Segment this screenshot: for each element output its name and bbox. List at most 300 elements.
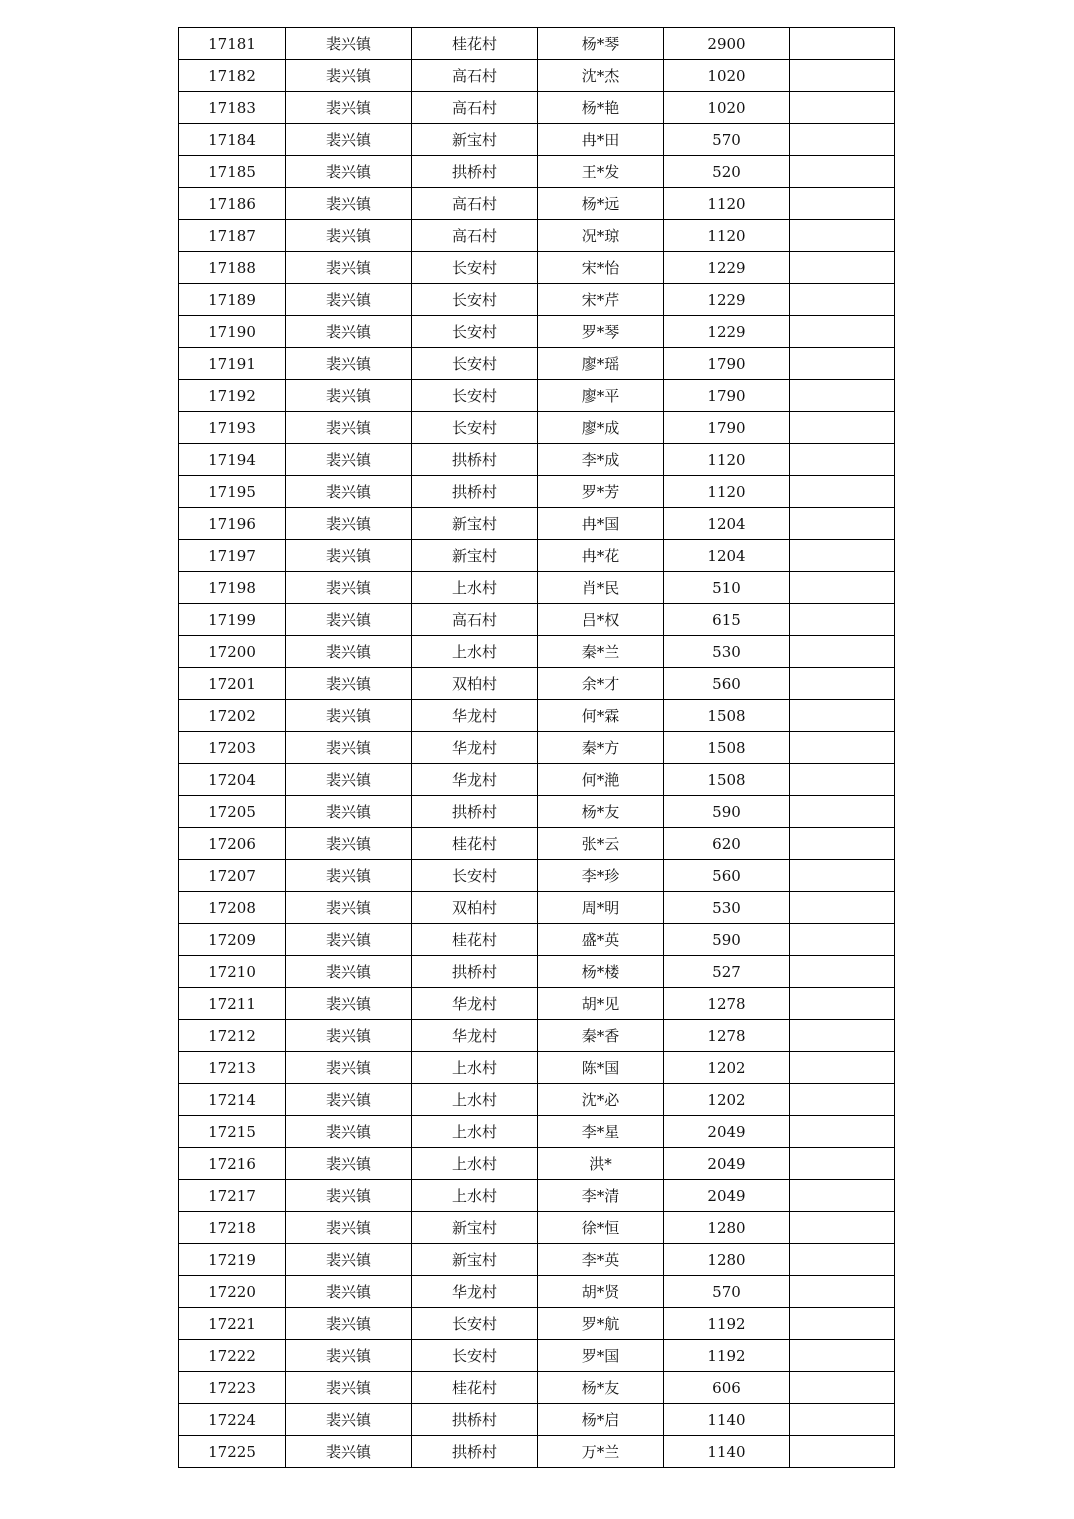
amount-cell: 527 (664, 956, 790, 988)
serial-number-cell: 17224 (179, 1404, 286, 1436)
table-row (179, 1436, 895, 1468)
serial-number-cell: 17190 (179, 316, 286, 348)
person-name-cell: 肖*民 (538, 572, 664, 604)
town-cell: 裴兴镇 (286, 412, 412, 444)
town-cell: 裴兴镇 (286, 860, 412, 892)
town-cell: 裴兴镇 (286, 252, 412, 284)
village-cell: 桂花村 (412, 1372, 538, 1404)
amount-cell: 1020 (664, 92, 790, 124)
table-row (179, 700, 895, 732)
serial-number-cell: 17203 (179, 732, 286, 764)
table-body (179, 28, 895, 1468)
note-cell (790, 1020, 895, 1052)
note-cell (790, 220, 895, 252)
village-cell: 拱桥村 (412, 956, 538, 988)
serial-number-cell: 17188 (179, 252, 286, 284)
note-cell (790, 796, 895, 828)
note-cell (790, 380, 895, 412)
person-name-cell: 张*云 (538, 828, 664, 860)
serial-number-cell: 17207 (179, 860, 286, 892)
town-cell: 裴兴镇 (286, 732, 412, 764)
amount-cell: 530 (664, 636, 790, 668)
note-cell (790, 668, 895, 700)
amount-cell: 1140 (664, 1436, 790, 1468)
person-name-cell: 秦*方 (538, 732, 664, 764)
table-row (179, 988, 895, 1020)
table-row (179, 956, 895, 988)
village-cell: 桂花村 (412, 28, 538, 60)
note-cell (790, 252, 895, 284)
note-cell (790, 604, 895, 636)
amount-cell: 1140 (664, 1404, 790, 1436)
amount-cell: 1229 (664, 316, 790, 348)
amount-cell: 1120 (664, 220, 790, 252)
person-name-cell: 李*珍 (538, 860, 664, 892)
note-cell (790, 1276, 895, 1308)
amount-cell: 1120 (664, 476, 790, 508)
amount-cell: 1790 (664, 412, 790, 444)
table-row (179, 476, 895, 508)
town-cell: 裴兴镇 (286, 92, 412, 124)
town-cell: 裴兴镇 (286, 1404, 412, 1436)
note-cell (790, 1308, 895, 1340)
town-cell: 裴兴镇 (286, 1276, 412, 1308)
amount-cell: 2900 (664, 28, 790, 60)
village-cell: 长安村 (412, 1308, 538, 1340)
person-name-cell: 万*兰 (538, 1436, 664, 1468)
person-name-cell: 李*英 (538, 1244, 664, 1276)
table-row (179, 252, 895, 284)
village-cell: 拱桥村 (412, 444, 538, 476)
note-cell (790, 1372, 895, 1404)
serial-number-cell: 17183 (179, 92, 286, 124)
village-cell: 华龙村 (412, 1020, 538, 1052)
town-cell: 裴兴镇 (286, 1084, 412, 1116)
note-cell (790, 1084, 895, 1116)
note-cell (790, 636, 895, 668)
serial-number-cell: 17196 (179, 508, 286, 540)
town-cell: 裴兴镇 (286, 540, 412, 572)
note-cell (790, 700, 895, 732)
amount-cell: 1280 (664, 1212, 790, 1244)
amount-cell: 2049 (664, 1116, 790, 1148)
person-name-cell: 杨*琴 (538, 28, 664, 60)
serial-number-cell: 17220 (179, 1276, 286, 1308)
village-cell: 拱桥村 (412, 156, 538, 188)
note-cell (790, 956, 895, 988)
table-row (179, 1020, 895, 1052)
note-cell (790, 92, 895, 124)
serial-number-cell: 17214 (179, 1084, 286, 1116)
village-cell: 华龙村 (412, 732, 538, 764)
amount-cell: 1790 (664, 380, 790, 412)
village-cell: 长安村 (412, 1340, 538, 1372)
serial-number-cell: 17191 (179, 348, 286, 380)
village-cell: 长安村 (412, 380, 538, 412)
town-cell: 裴兴镇 (286, 508, 412, 540)
amount-cell: 2049 (664, 1148, 790, 1180)
note-cell (790, 1436, 895, 1468)
village-cell: 长安村 (412, 316, 538, 348)
town-cell: 裴兴镇 (286, 476, 412, 508)
person-name-cell: 沈*杰 (538, 60, 664, 92)
table-row (179, 604, 895, 636)
person-name-cell: 宋*怡 (538, 252, 664, 284)
amount-cell: 570 (664, 1276, 790, 1308)
table-row (179, 1372, 895, 1404)
table-row (179, 1276, 895, 1308)
village-cell: 长安村 (412, 412, 538, 444)
town-cell: 裴兴镇 (286, 700, 412, 732)
village-cell: 双柏村 (412, 668, 538, 700)
amount-cell: 620 (664, 828, 790, 860)
note-cell (790, 1404, 895, 1436)
note-cell (790, 412, 895, 444)
serial-number-cell: 17215 (179, 1116, 286, 1148)
village-cell: 桂花村 (412, 924, 538, 956)
note-cell (790, 540, 895, 572)
document-page (178, 27, 894, 1468)
amount-cell: 1508 (664, 700, 790, 732)
serial-number-cell: 17201 (179, 668, 286, 700)
note-cell (790, 860, 895, 892)
table-row (179, 764, 895, 796)
town-cell: 裴兴镇 (286, 636, 412, 668)
note-cell (790, 1244, 895, 1276)
village-cell: 高石村 (412, 220, 538, 252)
town-cell: 裴兴镇 (286, 1212, 412, 1244)
serial-number-cell: 17211 (179, 988, 286, 1020)
person-name-cell: 况*琼 (538, 220, 664, 252)
amount-cell: 2049 (664, 1180, 790, 1212)
amount-cell: 1508 (664, 732, 790, 764)
amount-cell: 1229 (664, 284, 790, 316)
amount-cell: 560 (664, 668, 790, 700)
table-row (179, 444, 895, 476)
amount-cell: 1192 (664, 1340, 790, 1372)
table-row (179, 924, 895, 956)
note-cell (790, 572, 895, 604)
serial-number-cell: 17187 (179, 220, 286, 252)
amount-cell: 1192 (664, 1308, 790, 1340)
village-cell: 新宝村 (412, 1244, 538, 1276)
table-row (179, 156, 895, 188)
town-cell: 裴兴镇 (286, 956, 412, 988)
town-cell: 裴兴镇 (286, 1436, 412, 1468)
person-name-cell: 秦*香 (538, 1020, 664, 1052)
person-name-cell: 冉*花 (538, 540, 664, 572)
town-cell: 裴兴镇 (286, 220, 412, 252)
subsidy-table (178, 27, 895, 1468)
village-cell: 长安村 (412, 860, 538, 892)
serial-number-cell: 17208 (179, 892, 286, 924)
amount-cell: 615 (664, 604, 790, 636)
serial-number-cell: 17221 (179, 1308, 286, 1340)
serial-number-cell: 17204 (179, 764, 286, 796)
serial-number-cell: 17192 (179, 380, 286, 412)
amount-cell: 570 (664, 124, 790, 156)
village-cell: 拱桥村 (412, 1436, 538, 1468)
person-name-cell: 杨*楼 (538, 956, 664, 988)
village-cell: 拱桥村 (412, 476, 538, 508)
village-cell: 拱桥村 (412, 796, 538, 828)
village-cell: 上水村 (412, 1052, 538, 1084)
person-name-cell: 廖*平 (538, 380, 664, 412)
town-cell: 裴兴镇 (286, 188, 412, 220)
table-row (179, 380, 895, 412)
serial-number-cell: 17223 (179, 1372, 286, 1404)
village-cell: 上水村 (412, 636, 538, 668)
serial-number-cell: 17181 (179, 28, 286, 60)
note-cell (790, 156, 895, 188)
person-name-cell: 何*滟 (538, 764, 664, 796)
table-row (179, 188, 895, 220)
person-name-cell: 廖*瑶 (538, 348, 664, 380)
town-cell: 裴兴镇 (286, 1340, 412, 1372)
note-cell (790, 732, 895, 764)
table-row (179, 860, 895, 892)
town-cell: 裴兴镇 (286, 1116, 412, 1148)
serial-number-cell: 17219 (179, 1244, 286, 1276)
town-cell: 裴兴镇 (286, 444, 412, 476)
note-cell (790, 1052, 895, 1084)
amount-cell: 590 (664, 924, 790, 956)
serial-number-cell: 17212 (179, 1020, 286, 1052)
person-name-cell: 李*星 (538, 1116, 664, 1148)
table-row (179, 124, 895, 156)
note-cell (790, 1116, 895, 1148)
village-cell: 高石村 (412, 188, 538, 220)
serial-number-cell: 17182 (179, 60, 286, 92)
person-name-cell: 罗*琴 (538, 316, 664, 348)
village-cell: 高石村 (412, 60, 538, 92)
note-cell (790, 892, 895, 924)
person-name-cell: 罗*芳 (538, 476, 664, 508)
village-cell: 新宝村 (412, 508, 538, 540)
person-name-cell: 罗*国 (538, 1340, 664, 1372)
village-cell: 华龙村 (412, 764, 538, 796)
note-cell (790, 316, 895, 348)
note-cell (790, 508, 895, 540)
person-name-cell: 洪* (538, 1148, 664, 1180)
town-cell: 裴兴镇 (286, 796, 412, 828)
table-row (179, 828, 895, 860)
town-cell: 裴兴镇 (286, 124, 412, 156)
note-cell (790, 1212, 895, 1244)
village-cell: 高石村 (412, 92, 538, 124)
amount-cell: 590 (664, 796, 790, 828)
village-cell: 华龙村 (412, 700, 538, 732)
town-cell: 裴兴镇 (286, 1020, 412, 1052)
serial-number-cell: 17199 (179, 604, 286, 636)
town-cell: 裴兴镇 (286, 284, 412, 316)
village-cell: 上水村 (412, 1084, 538, 1116)
note-cell (790, 284, 895, 316)
table-row (179, 892, 895, 924)
town-cell: 裴兴镇 (286, 604, 412, 636)
person-name-cell: 冉*国 (538, 508, 664, 540)
table-row (179, 1052, 895, 1084)
serial-number-cell: 17202 (179, 700, 286, 732)
town-cell: 裴兴镇 (286, 764, 412, 796)
amount-cell: 1120 (664, 188, 790, 220)
note-cell (790, 1148, 895, 1180)
serial-number-cell: 17186 (179, 188, 286, 220)
town-cell: 裴兴镇 (286, 156, 412, 188)
town-cell: 裴兴镇 (286, 348, 412, 380)
amount-cell: 1204 (664, 540, 790, 572)
amount-cell: 1280 (664, 1244, 790, 1276)
village-cell: 新宝村 (412, 1212, 538, 1244)
serial-number-cell: 17194 (179, 444, 286, 476)
town-cell: 裴兴镇 (286, 28, 412, 60)
village-cell: 长安村 (412, 252, 538, 284)
serial-number-cell: 17217 (179, 1180, 286, 1212)
note-cell (790, 988, 895, 1020)
amount-cell: 1229 (664, 252, 790, 284)
serial-number-cell: 17184 (179, 124, 286, 156)
table-row (179, 1084, 895, 1116)
table-row (179, 636, 895, 668)
person-name-cell: 王*发 (538, 156, 664, 188)
person-name-cell: 杨*远 (538, 188, 664, 220)
person-name-cell: 何*霖 (538, 700, 664, 732)
person-name-cell: 杨*启 (538, 1404, 664, 1436)
amount-cell: 560 (664, 860, 790, 892)
table-row (179, 220, 895, 252)
person-name-cell: 胡*贤 (538, 1276, 664, 1308)
village-cell: 拱桥村 (412, 1404, 538, 1436)
note-cell (790, 1180, 895, 1212)
serial-number-cell: 17218 (179, 1212, 286, 1244)
town-cell: 裴兴镇 (286, 572, 412, 604)
table-row (179, 1244, 895, 1276)
table-row (179, 1180, 895, 1212)
table-row (179, 284, 895, 316)
serial-number-cell: 17198 (179, 572, 286, 604)
table-row (179, 572, 895, 604)
note-cell (790, 28, 895, 60)
amount-cell: 510 (664, 572, 790, 604)
town-cell: 裴兴镇 (286, 1372, 412, 1404)
amount-cell: 1202 (664, 1084, 790, 1116)
town-cell: 裴兴镇 (286, 1052, 412, 1084)
table-row (179, 540, 895, 572)
serial-number-cell: 17200 (179, 636, 286, 668)
person-name-cell: 杨*友 (538, 1372, 664, 1404)
table-row (179, 1340, 895, 1372)
table-row (179, 92, 895, 124)
town-cell: 裴兴镇 (286, 316, 412, 348)
serial-number-cell: 17195 (179, 476, 286, 508)
amount-cell: 1278 (664, 988, 790, 1020)
town-cell: 裴兴镇 (286, 988, 412, 1020)
table-row (179, 508, 895, 540)
table-row (179, 1404, 895, 1436)
table-row (179, 60, 895, 92)
town-cell: 裴兴镇 (286, 1180, 412, 1212)
serial-number-cell: 17193 (179, 412, 286, 444)
village-cell: 长安村 (412, 348, 538, 380)
note-cell (790, 188, 895, 220)
serial-number-cell: 17222 (179, 1340, 286, 1372)
town-cell: 裴兴镇 (286, 828, 412, 860)
table-row (179, 668, 895, 700)
note-cell (790, 476, 895, 508)
person-name-cell: 杨*友 (538, 796, 664, 828)
person-name-cell: 盛*英 (538, 924, 664, 956)
village-cell: 双柏村 (412, 892, 538, 924)
village-cell: 高石村 (412, 604, 538, 636)
table-row (179, 732, 895, 764)
town-cell: 裴兴镇 (286, 1244, 412, 1276)
table-row (179, 28, 895, 60)
amount-cell: 1278 (664, 1020, 790, 1052)
town-cell: 裴兴镇 (286, 1148, 412, 1180)
town-cell: 裴兴镇 (286, 668, 412, 700)
serial-number-cell: 17213 (179, 1052, 286, 1084)
person-name-cell: 杨*艳 (538, 92, 664, 124)
note-cell (790, 124, 895, 156)
person-name-cell: 秦*兰 (538, 636, 664, 668)
table-row (179, 1308, 895, 1340)
person-name-cell: 沈*必 (538, 1084, 664, 1116)
note-cell (790, 1340, 895, 1372)
table-row (179, 348, 895, 380)
village-cell: 华龙村 (412, 1276, 538, 1308)
person-name-cell: 余*才 (538, 668, 664, 700)
person-name-cell: 廖*成 (538, 412, 664, 444)
town-cell: 裴兴镇 (286, 380, 412, 412)
village-cell: 新宝村 (412, 540, 538, 572)
person-name-cell: 罗*航 (538, 1308, 664, 1340)
table-row (179, 1212, 895, 1244)
village-cell: 上水村 (412, 1148, 538, 1180)
amount-cell: 520 (664, 156, 790, 188)
serial-number-cell: 17189 (179, 284, 286, 316)
town-cell: 裴兴镇 (286, 924, 412, 956)
amount-cell: 1204 (664, 508, 790, 540)
village-cell: 上水村 (412, 1180, 538, 1212)
person-name-cell: 宋*芹 (538, 284, 664, 316)
serial-number-cell: 17210 (179, 956, 286, 988)
table-row (179, 1148, 895, 1180)
village-cell: 新宝村 (412, 124, 538, 156)
village-cell: 上水村 (412, 572, 538, 604)
serial-number-cell: 17216 (179, 1148, 286, 1180)
village-cell: 上水村 (412, 1116, 538, 1148)
town-cell: 裴兴镇 (286, 892, 412, 924)
note-cell (790, 444, 895, 476)
village-cell: 长安村 (412, 284, 538, 316)
note-cell (790, 60, 895, 92)
table-row (179, 412, 895, 444)
note-cell (790, 764, 895, 796)
town-cell: 裴兴镇 (286, 60, 412, 92)
serial-number-cell: 17225 (179, 1436, 286, 1468)
note-cell (790, 828, 895, 860)
person-name-cell: 冉*田 (538, 124, 664, 156)
person-name-cell: 周*明 (538, 892, 664, 924)
person-name-cell: 陈*国 (538, 1052, 664, 1084)
person-name-cell: 胡*见 (538, 988, 664, 1020)
person-name-cell: 吕*权 (538, 604, 664, 636)
serial-number-cell: 17185 (179, 156, 286, 188)
amount-cell: 1120 (664, 444, 790, 476)
table-row (179, 1116, 895, 1148)
town-cell: 裴兴镇 (286, 1308, 412, 1340)
amount-cell: 530 (664, 892, 790, 924)
